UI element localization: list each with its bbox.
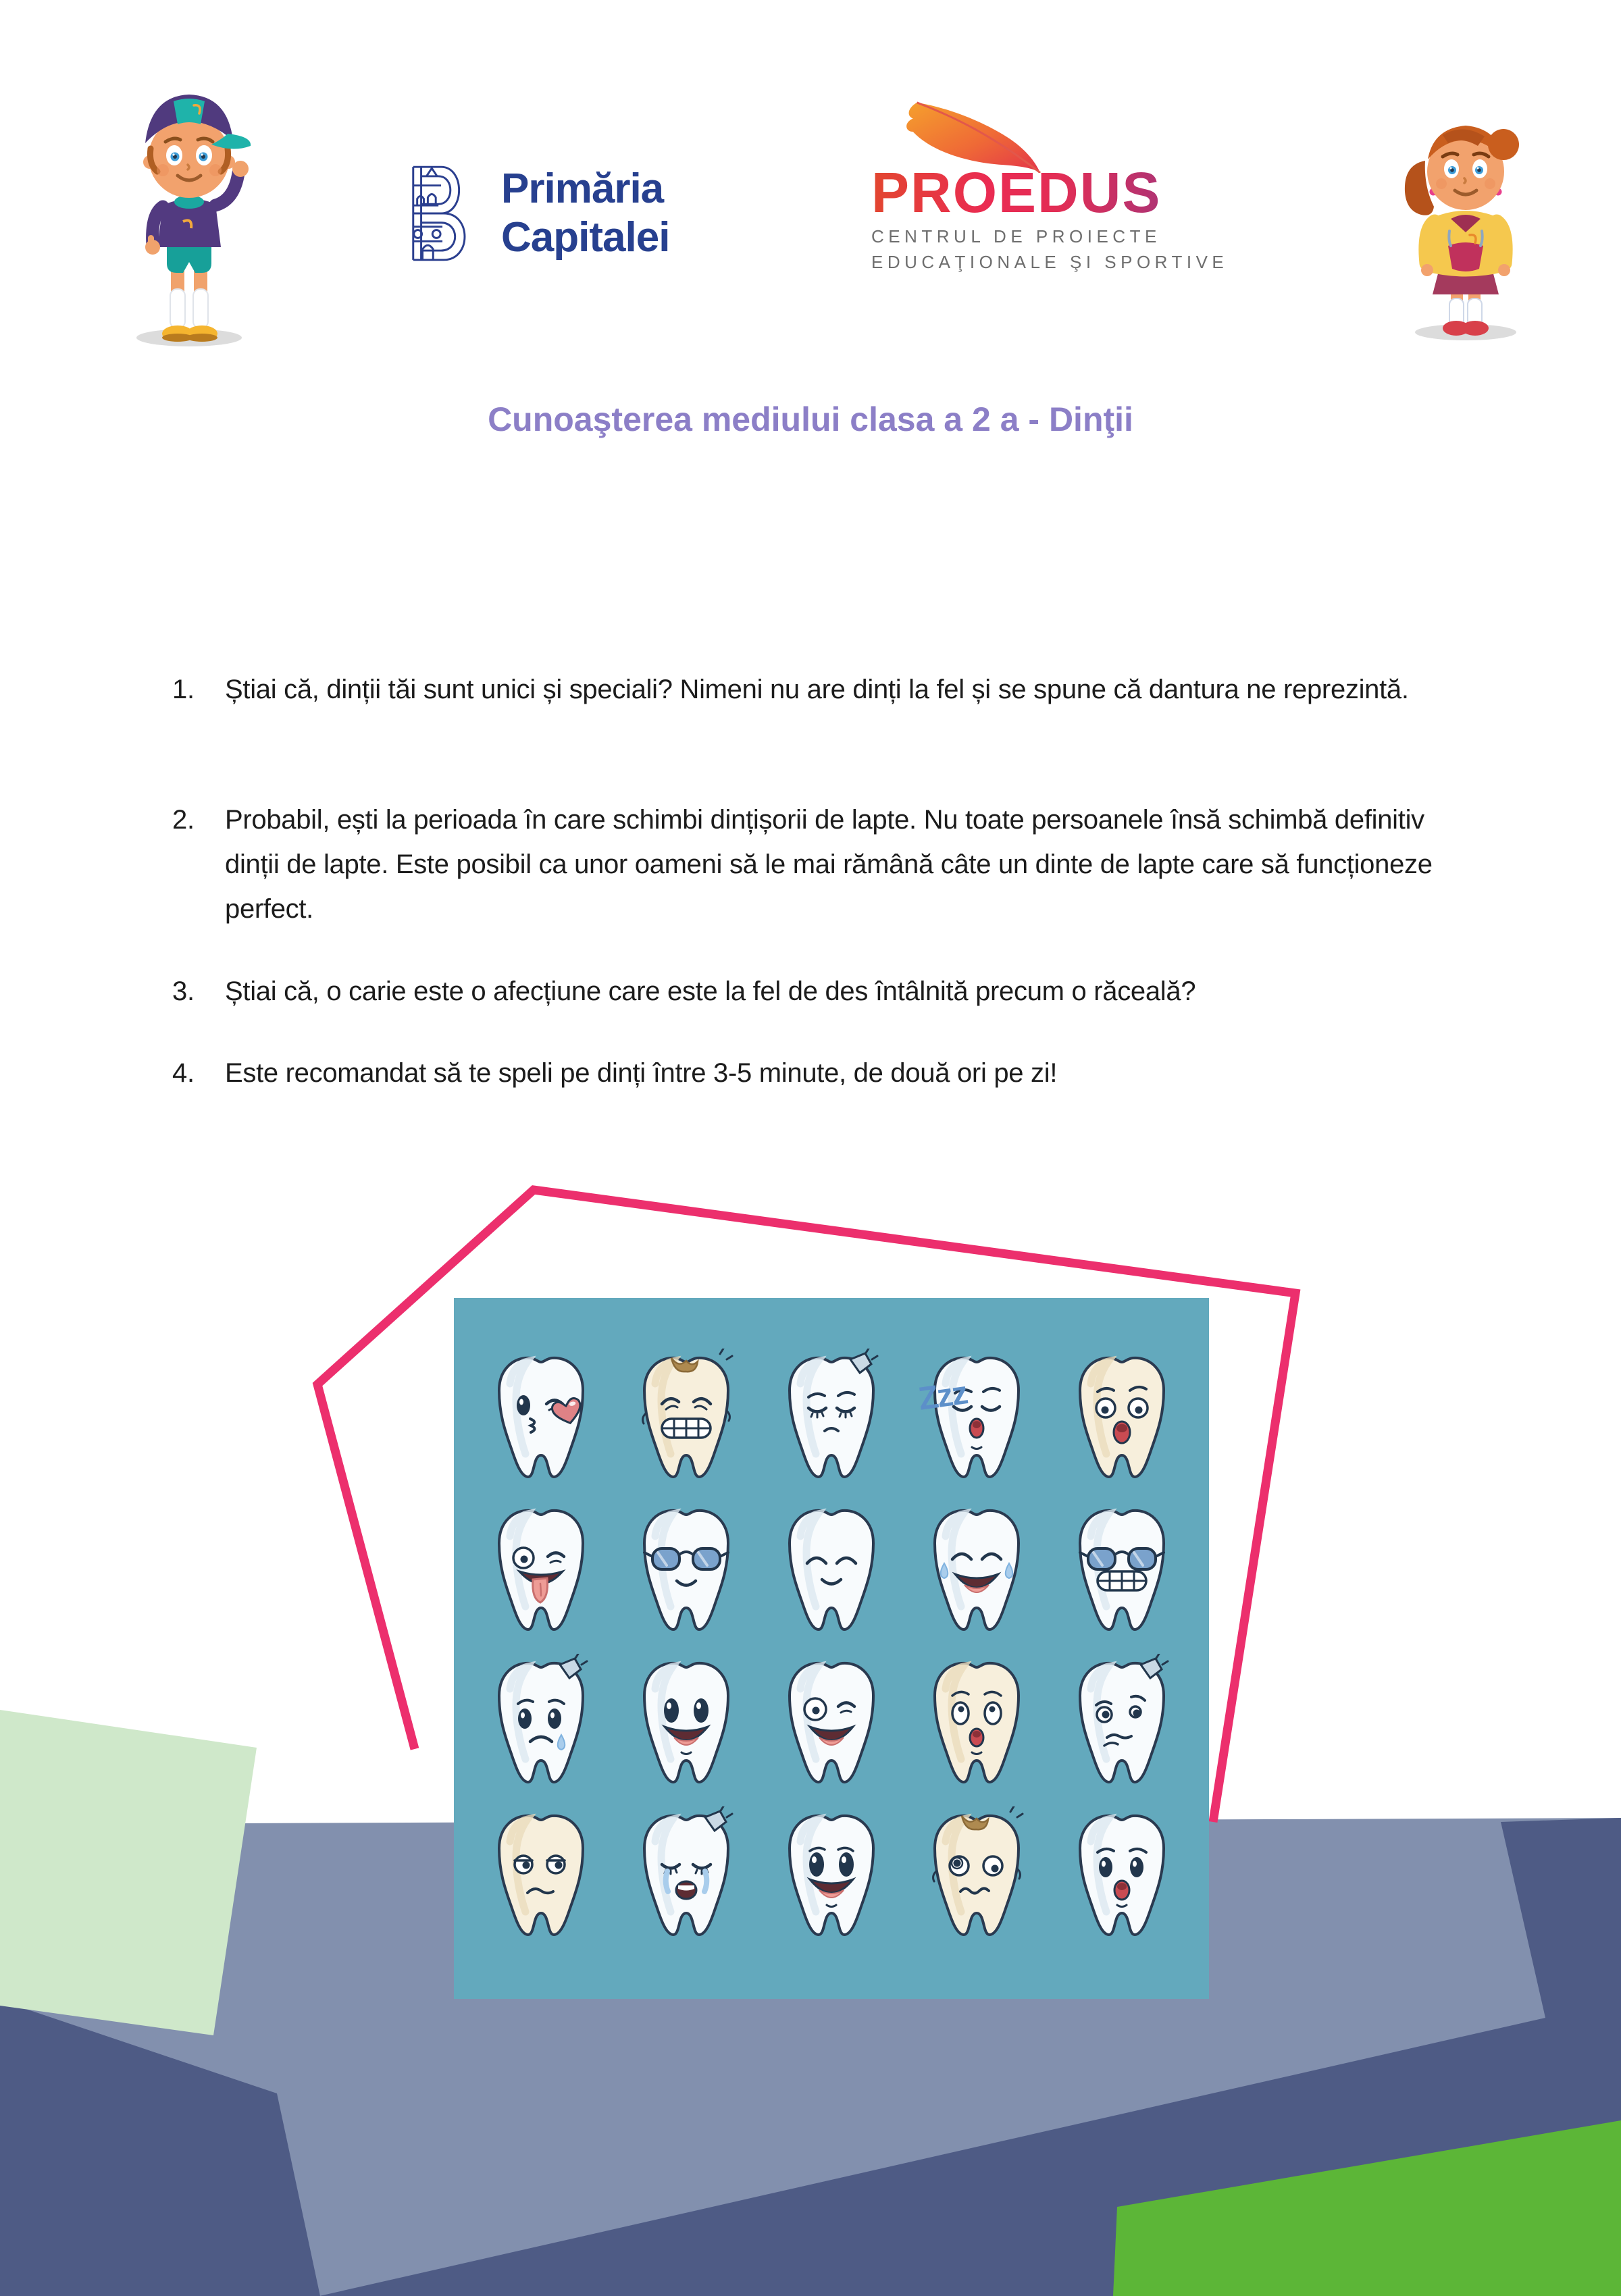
tooth-emoji-wink-smile <box>771 1654 892 1792</box>
tooth-cell <box>904 1494 1049 1646</box>
tooth-emoji-shocked <box>916 1654 1037 1792</box>
tooth-cell <box>759 1341 904 1494</box>
tooth-cell <box>1049 1494 1194 1646</box>
fact-number: 4. <box>172 1058 195 1088</box>
tooth-emoji-sunglasses-smile <box>625 1501 747 1640</box>
fact-item-2 <box>172 798 1442 931</box>
tooth-cell <box>759 1494 904 1646</box>
fact-text: Probabil, ești la perioada în care schimbi dințișorii de lapte. Nu toate persoanele însă schimbă definitiv dinții de lapte. Este posibil ca unor oameni să le mai rămână câte un dinte de lapte care să funcționeze perfect. <box>225 805 1433 924</box>
tooth-cell <box>614 1341 759 1494</box>
primaria-logo-line2: Capitalei <box>501 214 670 261</box>
tooth-emoji-skeptical-crack <box>1061 1654 1183 1792</box>
tooth-cell <box>614 1646 759 1799</box>
primaria-logo-text <box>501 165 669 262</box>
facts-list <box>172 667 1442 1095</box>
proedus-wordmark: PROEDUS <box>871 163 1290 221</box>
girl-mascot-illustration <box>1386 96 1545 342</box>
tooth-emoji-joy-tears <box>916 1501 1037 1640</box>
fact-number: 3. <box>172 976 195 1006</box>
tooth-emoji-sleepy-crack <box>771 1349 892 1487</box>
tooth-cell <box>614 1494 759 1646</box>
tooth-emoji-worried <box>1061 1349 1183 1487</box>
tooth-emoji-content-smile <box>771 1501 892 1640</box>
fact-text: Știai că, o carie este o afecțiune care este la fel de des întâlnită precum o răceală? <box>225 976 1196 1006</box>
tooth-emoji-crying-crack <box>625 1806 747 1945</box>
tooth-cell <box>759 1646 904 1799</box>
fact-item-4 <box>172 1051 1442 1095</box>
fact-item-3 <box>172 969 1442 1014</box>
teeth-poster-image <box>454 1298 1209 1999</box>
tooth-emoji-yawn-zzz <box>916 1349 1037 1487</box>
zzz-text: Zzz <box>916 1375 969 1417</box>
tooth-cell <box>469 1494 614 1646</box>
mint-quad-shape <box>0 1710 257 2035</box>
tooth-emoji-sad-tear-crack <box>480 1654 602 1792</box>
tooth-cell <box>904 1646 1049 1799</box>
fact-number: 2. <box>172 805 195 835</box>
proedus-subtitle-line2: EDUCAŢIONALE ŞI SPORTIVE <box>871 252 1229 272</box>
boy-mascot-illustration <box>118 66 260 350</box>
tooth-emoji-happy <box>771 1806 892 1945</box>
tooth-cell <box>469 1646 614 1799</box>
tooth-emoji-sunglasses-grin <box>1061 1501 1183 1640</box>
tooth-emoji-big-smile <box>625 1654 747 1792</box>
tooth-cell <box>904 1341 1049 1494</box>
tooth-cell <box>1049 1646 1194 1799</box>
primaria-b-monogram-icon <box>404 162 484 265</box>
tooth-cell <box>614 1799 759 1952</box>
tooth-emoji-unamused <box>480 1806 602 1945</box>
tooth-emoji-kiss-heart <box>480 1349 602 1487</box>
primaria-capitalei-logo <box>404 162 669 265</box>
tooth-emoji-grimace-cavity <box>625 1349 747 1487</box>
tooth-cell <box>1049 1341 1194 1494</box>
tooth-cell <box>904 1799 1049 1952</box>
fact-text: Este recomandat să te speli pe dinți între 3-5 minute, de două ori pe zi! <box>225 1058 1058 1088</box>
fact-item-1 <box>172 667 1442 712</box>
tooth-emoji-surprised <box>1061 1806 1183 1945</box>
tooth-emoji-dizzy-cavity <box>916 1806 1037 1945</box>
fact-text: Știai că, dinții tăi sunt unici și speciali? Nimeni nu are dinți la fel și se spune că dantura ne reprezintă. <box>225 675 1409 704</box>
tooth-cell <box>1049 1799 1194 1952</box>
tooth-cell <box>469 1341 614 1494</box>
page-title: Cunoaşterea mediului clasa a 2 a - Dinţii <box>488 400 1133 438</box>
fact-number: 1. <box>172 675 195 704</box>
proedus-logo <box>871 99 1290 273</box>
tooth-emoji-wink-tongue <box>480 1501 602 1640</box>
tooth-cell <box>759 1799 904 1952</box>
teeth-grid <box>454 1298 1209 1999</box>
proedus-subtitle-line1: CENTRUL DE PROIECTE <box>871 226 1161 246</box>
primaria-logo-line1: Primăria <box>501 165 664 212</box>
tooth-cell <box>469 1799 614 1952</box>
